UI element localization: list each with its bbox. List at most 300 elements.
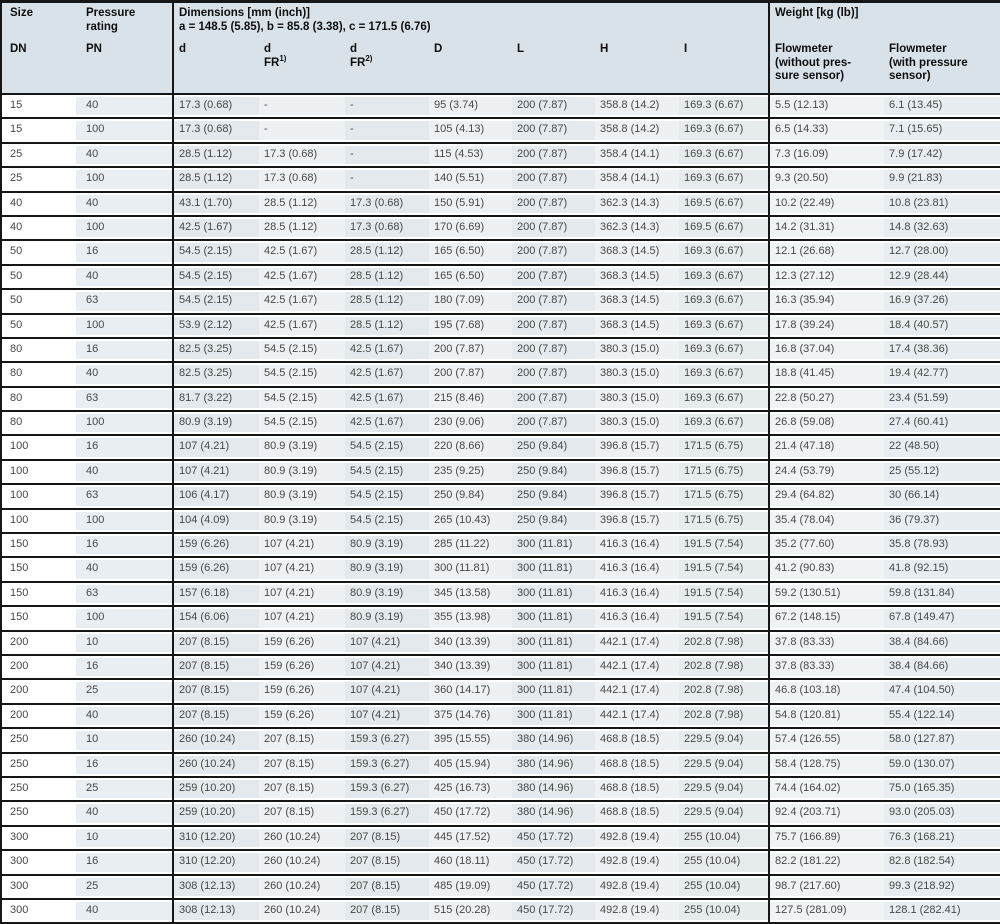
- table-cell: 6.1 (13.45): [884, 94, 1000, 118]
- table-cell: 250 (9.84): [429, 484, 512, 508]
- table-cell: 360 (14.17): [429, 679, 512, 703]
- table-cell: 450 (17.72): [512, 826, 595, 850]
- col-group-pressure: [76, 2, 173, 40]
- table-cell: 159.3 (6.27): [345, 777, 429, 801]
- table-cell: 200 (7.87): [512, 314, 595, 338]
- table-cell: 416.3 (16.4): [595, 557, 679, 581]
- table-cell: 250 (9.84): [512, 435, 595, 459]
- table-cell: 80.9 (3.19): [345, 582, 429, 606]
- table-cell: 107 (4.21): [345, 655, 429, 679]
- table-row: [1, 167, 1000, 191]
- table-cell: 100: [1, 460, 76, 484]
- table-cell: 23.4 (51.59): [884, 387, 1000, 411]
- table-cell: 17.3 (0.68): [259, 167, 345, 191]
- table-cell: 159 (6.26): [259, 631, 345, 655]
- table-cell: 95 (3.74): [429, 94, 512, 118]
- table-cell: 200 (7.87): [512, 192, 595, 216]
- table-cell: 12.7 (28.00): [884, 240, 1000, 264]
- table-cell: 59.2 (130.51): [769, 582, 884, 606]
- table-cell: 99.3 (218.92): [884, 875, 1000, 899]
- table-cell: 207 (8.15): [345, 850, 429, 874]
- table-cell: 25: [76, 875, 173, 899]
- table-cell: 200: [1, 704, 76, 728]
- table-cell: 17.3 (0.68): [173, 94, 259, 118]
- table-row: [1, 338, 1000, 362]
- table-cell: -: [259, 94, 345, 118]
- table-cell: 115 (4.53): [429, 143, 512, 167]
- table-cell: 250 (9.84): [512, 509, 595, 533]
- table-cell: 442.1 (17.4): [595, 679, 679, 703]
- table-cell: 380.3 (15.0): [595, 362, 679, 386]
- table-cell: 80.9 (3.19): [259, 460, 345, 484]
- table-cell: 28.5 (1.12): [173, 167, 259, 191]
- table-cell: 207 (8.15): [345, 826, 429, 850]
- header-row-titles: [1, 2, 1000, 40]
- table-cell: 368.3 (14.5): [595, 289, 679, 313]
- table-cell: 368.3 (14.5): [595, 265, 679, 289]
- table-row: [1, 557, 1000, 581]
- table-cell: 229.5 (9.04): [679, 801, 769, 825]
- table-cell: 107 (4.21): [345, 704, 429, 728]
- table-cell: 28.5 (1.12): [345, 265, 429, 289]
- table-cell: 16.8 (37.04): [769, 338, 884, 362]
- table-cell: 54.5 (2.15): [173, 240, 259, 264]
- table-cell: 380.3 (15.0): [595, 387, 679, 411]
- table-cell: 150 (5.91): [429, 192, 512, 216]
- table-cell: 171.5 (6.75): [679, 509, 769, 533]
- table-row: [1, 606, 1000, 630]
- table-cell: 40: [1, 216, 76, 240]
- table-cell: 150: [1, 606, 76, 630]
- table-cell: 169.5 (6.67): [679, 216, 769, 240]
- table-cell: 445 (17.52): [429, 826, 512, 850]
- table-cell: 40: [76, 899, 173, 923]
- table-cell: 28.5 (1.12): [345, 314, 429, 338]
- table-cell: 17.4 (38.36): [884, 338, 1000, 362]
- table-row: [1, 631, 1000, 655]
- table-cell: 63: [76, 582, 173, 606]
- table-cell: 200 (7.87): [429, 362, 512, 386]
- table-cell: 74.4 (164.02): [769, 777, 884, 801]
- table-row: [1, 679, 1000, 703]
- table-cell: 12.9 (28.44): [884, 265, 1000, 289]
- table-cell: 98.7 (217.60): [769, 875, 884, 899]
- table-cell: 10: [76, 728, 173, 752]
- table-cell: 17.3 (0.68): [345, 216, 429, 240]
- table-cell: 300 (11.81): [512, 631, 595, 655]
- table-cell: 42.5 (1.67): [259, 265, 345, 289]
- table-cell: 40: [76, 460, 173, 484]
- table-row: [1, 509, 1000, 533]
- table-cell: -: [345, 167, 429, 191]
- table-cell: 340 (13.39): [429, 631, 512, 655]
- col-header-I: I: [679, 39, 769, 94]
- table-cell: 81.7 (3.22): [173, 387, 259, 411]
- table-cell: 300: [1, 899, 76, 923]
- table-cell: 300 (11.81): [512, 557, 595, 581]
- col-header-d-fr1: d FR$^{1)}$: [259, 39, 345, 94]
- table-cell: 308 (12.13): [173, 899, 259, 923]
- table-cell: 380 (14.96): [512, 728, 595, 752]
- table-cell: 42.5 (1.67): [345, 387, 429, 411]
- table-cell: 82.5 (3.25): [173, 338, 259, 362]
- table-cell: 200 (7.87): [512, 118, 595, 142]
- table-cell: 18.8 (41.45): [769, 362, 884, 386]
- table-cell: 207 (8.15): [345, 875, 429, 899]
- table-cell: 395 (15.55): [429, 728, 512, 752]
- table-cell: 54.8 (120.81): [769, 704, 884, 728]
- table-cell: 9.9 (21.83): [884, 167, 1000, 191]
- table-cell: 207 (8.15): [173, 631, 259, 655]
- table-cell: 67.2 (148.15): [769, 606, 884, 630]
- table-row: [1, 192, 1000, 216]
- table-cell: 54.5 (2.15): [173, 265, 259, 289]
- table-cell: 42.5 (1.67): [259, 314, 345, 338]
- table-cell: 368.3 (14.5): [595, 314, 679, 338]
- table-cell: 300 (11.81): [512, 606, 595, 630]
- table-cell: 21.4 (47.18): [769, 435, 884, 459]
- table-cell: 100: [76, 509, 173, 533]
- table-row: [1, 387, 1000, 411]
- table-cell: 54.5 (2.15): [259, 387, 345, 411]
- table-cell: 80: [1, 387, 76, 411]
- table-cell: 15: [1, 94, 76, 118]
- table-cell: 107 (4.21): [173, 460, 259, 484]
- table-cell: 300: [1, 850, 76, 874]
- table-cell: 169.5 (6.67): [679, 192, 769, 216]
- table-cell: 6.5 (14.33): [769, 118, 884, 142]
- table-cell: 207 (8.15): [259, 728, 345, 752]
- col-header-H: H: [595, 39, 679, 94]
- table-cell: 82.5 (3.25): [173, 362, 259, 386]
- table-cell: 80.9 (3.19): [345, 606, 429, 630]
- table-cell: 107 (4.21): [259, 606, 345, 630]
- table-cell: 80: [1, 362, 76, 386]
- table-cell: 63: [76, 387, 173, 411]
- table-cell: 150: [1, 533, 76, 557]
- table-cell: 63: [76, 289, 173, 313]
- table-cell: 207 (8.15): [173, 679, 259, 703]
- table-cell: 15: [1, 118, 76, 142]
- table-cell: 171.5 (6.75): [679, 435, 769, 459]
- table-row: [1, 143, 1000, 167]
- table-cell: 169.3 (6.67): [679, 362, 769, 386]
- table-cell: 450 (17.72): [512, 899, 595, 923]
- table-cell: 396.8 (15.7): [595, 435, 679, 459]
- table-row: [1, 94, 1000, 118]
- table-cell: 515 (20.28): [429, 899, 512, 923]
- table-cell: 230 (9.06): [429, 411, 512, 435]
- table-cell: 396.8 (15.7): [595, 460, 679, 484]
- table-cell: 105 (4.13): [429, 118, 512, 142]
- table-cell: 159.3 (6.27): [345, 801, 429, 825]
- table-cell: 67.8 (149.47): [884, 606, 1000, 630]
- table-cell: 5.5 (12.13): [769, 94, 884, 118]
- table-cell: 28.5 (1.12): [345, 289, 429, 313]
- table-cell: 80.9 (3.19): [345, 533, 429, 557]
- table-cell: 380 (14.96): [512, 801, 595, 825]
- table-cell: 200 (7.87): [512, 94, 595, 118]
- table-cell: 250 (9.84): [512, 460, 595, 484]
- table-cell: 405 (15.94): [429, 753, 512, 777]
- table-cell: 300 (11.81): [512, 582, 595, 606]
- table-row: [1, 289, 1000, 313]
- table-cell: 200: [1, 679, 76, 703]
- table-cell: 235 (9.25): [429, 460, 512, 484]
- table-cell: 40: [76, 265, 173, 289]
- col-group-weight: [769, 2, 1000, 40]
- table-cell: 100: [76, 314, 173, 338]
- table-cell: -: [345, 118, 429, 142]
- table-cell: 42.5 (1.67): [345, 338, 429, 362]
- table-row: [1, 533, 1000, 557]
- table-cell: 207 (8.15): [259, 777, 345, 801]
- table-cell: 310 (12.20): [173, 826, 259, 850]
- table-cell: 107 (4.21): [259, 533, 345, 557]
- table-cell: 195 (7.68): [429, 314, 512, 338]
- table-cell: 42.5 (1.67): [259, 240, 345, 264]
- table-cell: 200 (7.87): [429, 338, 512, 362]
- table-cell: 36 (79.37): [884, 509, 1000, 533]
- table-cell: 154 (6.06): [173, 606, 259, 630]
- table-cell: 35.4 (78.04): [769, 509, 884, 533]
- table-cell: 200 (7.87): [512, 338, 595, 362]
- table-cell: 259 (10.20): [173, 777, 259, 801]
- table-cell: 42.5 (1.67): [345, 411, 429, 435]
- table-cell: 41.8 (92.15): [884, 557, 1000, 581]
- table-cell: 54.5 (2.15): [259, 362, 345, 386]
- table-cell: 169.3 (6.67): [679, 240, 769, 264]
- table-cell: 215 (8.46): [429, 387, 512, 411]
- table-row: [1, 240, 1000, 264]
- header-row-columns: [1, 39, 1000, 94]
- col-header-L: L: [512, 39, 595, 94]
- table-cell: -: [345, 143, 429, 167]
- table-cell: 260 (10.24): [259, 875, 345, 899]
- table-cell: 55.4 (122.14): [884, 704, 1000, 728]
- table-row: [1, 265, 1000, 289]
- table-cell: 159 (6.26): [259, 679, 345, 703]
- table-cell: 450 (17.72): [512, 850, 595, 874]
- table-cell: 492.8 (19.4): [595, 850, 679, 874]
- table-cell: 450 (17.72): [429, 801, 512, 825]
- table-cell: 396.8 (15.7): [595, 509, 679, 533]
- table-cell: 100: [1, 435, 76, 459]
- table-row: [1, 314, 1000, 338]
- col-header-d: d: [173, 39, 259, 94]
- table-cell: 255 (10.04): [679, 875, 769, 899]
- footnote-marker-1: 1): [279, 53, 287, 63]
- table-cell: 169.3 (6.67): [679, 167, 769, 191]
- table-cell: 14.8 (32.63): [884, 216, 1000, 240]
- table-cell: 200 (7.87): [512, 143, 595, 167]
- table-row: [1, 582, 1000, 606]
- table-cell: 10.2 (22.49): [769, 192, 884, 216]
- table-cell: 200 (7.87): [512, 362, 595, 386]
- table-cell: 358.4 (14.1): [595, 143, 679, 167]
- table-cell: 191.5 (7.54): [679, 606, 769, 630]
- table-cell: 16: [76, 655, 173, 679]
- weight-title: Weight [kg (lb)]: [775, 7, 859, 19]
- table-cell: 59.8 (131.84): [884, 582, 1000, 606]
- table-cell: 260 (10.24): [259, 826, 345, 850]
- table-cell: 255 (10.04): [679, 850, 769, 874]
- table-cell: 260 (10.24): [259, 899, 345, 923]
- table-cell: 25: [76, 777, 173, 801]
- table-row: [1, 484, 1000, 508]
- table-cell: 159 (6.26): [259, 704, 345, 728]
- table-cell: 200 (7.87): [512, 167, 595, 191]
- table-cell: 54.5 (2.15): [345, 460, 429, 484]
- table-cell: 159 (6.26): [173, 533, 259, 557]
- table-cell: 310 (12.20): [173, 850, 259, 874]
- table-cell: 107 (4.21): [259, 557, 345, 581]
- table-cell: 22 (48.50): [884, 435, 1000, 459]
- table-cell: 362.3 (14.3): [595, 216, 679, 240]
- col-header-dn: DN: [1, 39, 76, 94]
- table-cell: 159 (6.26): [259, 655, 345, 679]
- table-cell: 47.4 (104.50): [884, 679, 1000, 703]
- table-cell: 40: [76, 801, 173, 825]
- table-cell: 150: [1, 557, 76, 581]
- table-cell: 46.8 (103.18): [769, 679, 884, 703]
- table-cell: 259 (10.20): [173, 801, 259, 825]
- table-cell: 100: [1, 509, 76, 533]
- table-cell: 191.5 (7.54): [679, 557, 769, 581]
- table-cell: 165 (6.50): [429, 265, 512, 289]
- table-cell: 396.8 (15.7): [595, 484, 679, 508]
- table-cell: 200: [1, 655, 76, 679]
- table-cell: 355 (13.98): [429, 606, 512, 630]
- table-cell: 140 (5.51): [429, 167, 512, 191]
- table-cell: 82.8 (182.54): [884, 850, 1000, 874]
- table-cell: 169.3 (6.67): [679, 411, 769, 435]
- table-cell: 80: [1, 411, 76, 435]
- table-cell: 100: [76, 216, 173, 240]
- table-cell: 492.8 (19.4): [595, 826, 679, 850]
- table-cell: 207 (8.15): [259, 753, 345, 777]
- table-cell: 255 (10.04): [679, 826, 769, 850]
- table-cell: 16: [76, 753, 173, 777]
- table-cell: 169.3 (6.67): [679, 314, 769, 338]
- footnote-marker-2: 2): [365, 53, 373, 63]
- table-cell: 7.9 (17.42): [884, 143, 1000, 167]
- table-cell: 200 (7.87): [512, 216, 595, 240]
- table-cell: 50: [1, 240, 76, 264]
- table-cell: 41.2 (90.83): [769, 557, 884, 581]
- table-cell: 42.5 (1.67): [259, 289, 345, 313]
- table-cell: 150: [1, 582, 76, 606]
- table-cell: 171.5 (6.75): [679, 460, 769, 484]
- table-cell: 100: [76, 118, 173, 142]
- table-cell: 260 (10.24): [173, 728, 259, 752]
- table-cell: 250: [1, 801, 76, 825]
- table-row: [1, 118, 1000, 142]
- table-cell: 220 (8.66): [429, 435, 512, 459]
- table-cell: -: [259, 118, 345, 142]
- table-cell: 30 (66.14): [884, 484, 1000, 508]
- table-cell: 191.5 (7.54): [679, 533, 769, 557]
- table-cell: 468.8 (18.5): [595, 801, 679, 825]
- table-cell: 200: [1, 631, 76, 655]
- table-cell: 229.5 (9.04): [679, 753, 769, 777]
- table-cell: 25: [1, 167, 76, 191]
- table-cell: 24.4 (53.79): [769, 460, 884, 484]
- pressure-title-line1: Pressure: [86, 7, 136, 19]
- table-cell: -: [345, 94, 429, 118]
- table-cell: 40: [76, 704, 173, 728]
- table-cell: 19.4 (42.77): [884, 362, 1000, 386]
- table-cell: 202.8 (7.98): [679, 631, 769, 655]
- table-cell: 54.5 (2.15): [345, 509, 429, 533]
- table-cell: 468.8 (18.5): [595, 777, 679, 801]
- table-cell: 380.3 (15.0): [595, 338, 679, 362]
- table-cell: 416.3 (16.4): [595, 582, 679, 606]
- table-cell: 80.9 (3.19): [345, 557, 429, 581]
- table-cell: 43.1 (1.70): [173, 192, 259, 216]
- table-cell: 169.3 (6.67): [679, 338, 769, 362]
- col-header-flowmeter-without-sensor: Flowmeter (without pres- sure sensor): [769, 39, 884, 94]
- table-cell: 157 (6.18): [173, 582, 259, 606]
- table-cell: 58.4 (128.75): [769, 753, 884, 777]
- table-cell: 29.4 (64.82): [769, 484, 884, 508]
- table-cell: 17.3 (0.68): [259, 143, 345, 167]
- table-cell: 28.5 (1.12): [345, 240, 429, 264]
- col-header-flowmeter-with-sensor: Flowmeter (with pressure sensor): [884, 39, 1000, 94]
- table-cell: 202.8 (7.98): [679, 704, 769, 728]
- table-cell: 17.3 (0.68): [345, 192, 429, 216]
- table-cell: 54.5 (2.15): [345, 484, 429, 508]
- table-cell: 50: [1, 265, 76, 289]
- table-cell: 300 (11.81): [512, 679, 595, 703]
- table-cell: 17.8 (39.24): [769, 314, 884, 338]
- table-cell: 106 (4.17): [173, 484, 259, 508]
- table-cell: 340 (13.39): [429, 655, 512, 679]
- table-cell: 12.1 (26.68): [769, 240, 884, 264]
- table-cell: 159 (6.26): [173, 557, 259, 581]
- table-cell: 54.5 (2.15): [259, 338, 345, 362]
- table-cell: 171.5 (6.75): [679, 484, 769, 508]
- table-cell: 255 (10.04): [679, 899, 769, 923]
- table-cell: 127.5 (281.09): [769, 899, 884, 923]
- table-cell: 260 (10.24): [259, 850, 345, 874]
- table-cell: 380 (14.96): [512, 777, 595, 801]
- table-cell: 285 (11.22): [429, 533, 512, 557]
- table-cell: 250: [1, 777, 76, 801]
- col-group-size: [1, 2, 76, 40]
- table-cell: 54.5 (2.15): [345, 435, 429, 459]
- table-row: [1, 801, 1000, 825]
- table-cell: 16: [76, 240, 173, 264]
- table-cell: 107 (4.21): [259, 582, 345, 606]
- table-row: [1, 850, 1000, 874]
- table-cell: 100: [76, 411, 173, 435]
- table-cell: 200 (7.87): [512, 240, 595, 264]
- table-cell: 362.3 (14.3): [595, 192, 679, 216]
- table-cell: 170 (6.69): [429, 216, 512, 240]
- table-cell: 40: [76, 362, 173, 386]
- table-cell: 165 (6.50): [429, 240, 512, 264]
- table-cell: 229.5 (9.04): [679, 728, 769, 752]
- table-cell: 10: [76, 826, 173, 850]
- table-cell: 485 (19.09): [429, 875, 512, 899]
- table-cell: 10: [76, 631, 173, 655]
- table-cell: 50: [1, 289, 76, 313]
- table-cell: 375 (14.76): [429, 704, 512, 728]
- col-header-D: D: [429, 39, 512, 94]
- table-cell: 442.1 (17.4): [595, 655, 679, 679]
- col-header-d-fr2: d FR$^{2)}$: [345, 39, 429, 94]
